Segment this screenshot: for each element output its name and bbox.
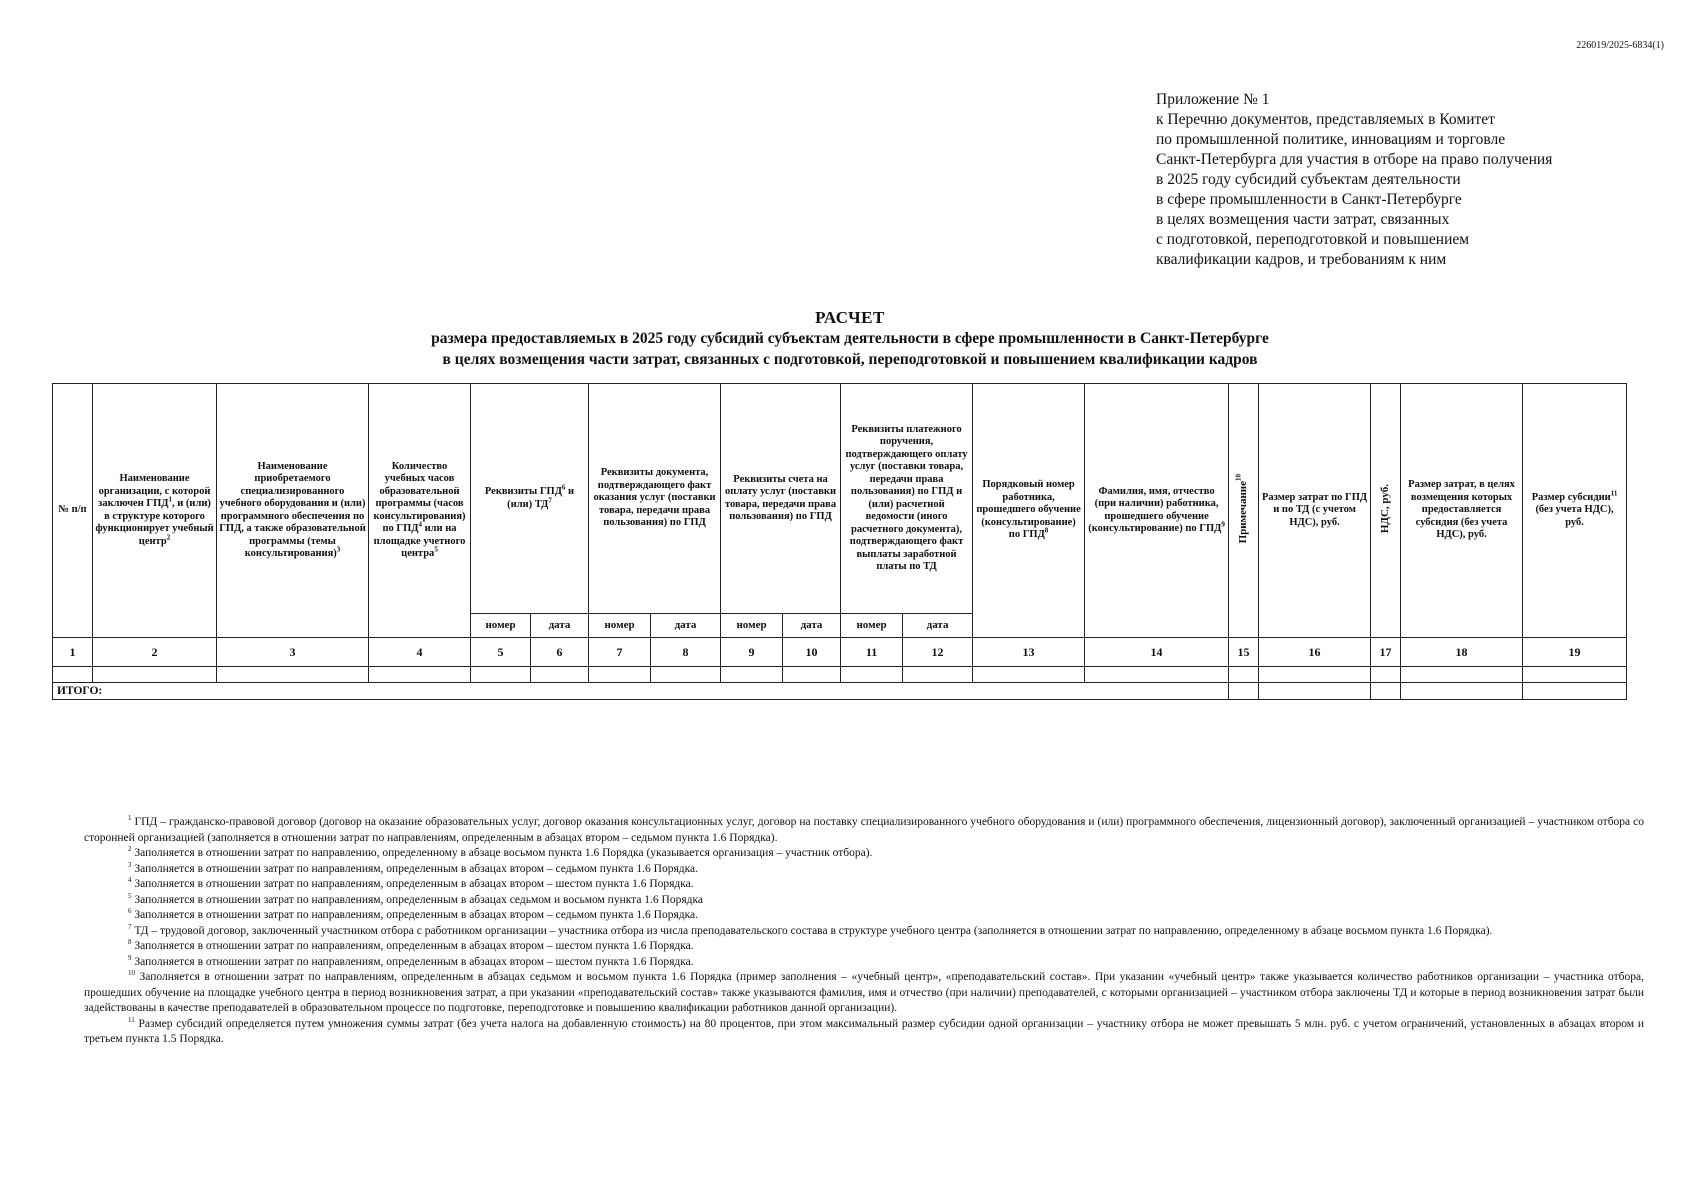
column-number: 4 (369, 638, 471, 667)
column-number: 14 (1085, 638, 1229, 667)
total-cell[interactable] (1229, 683, 1259, 700)
subheader-nomer: номер (841, 614, 903, 638)
table-cell[interactable] (903, 667, 973, 683)
table-header-row (53, 384, 1627, 614)
table-row-empty (53, 667, 1627, 683)
column-number: 3 (217, 638, 369, 667)
table-cell[interactable] (783, 667, 841, 683)
title-subtitle-line-1: размера предоставляемых в 2025 году субсидий субъектам деятельности в сфере промышленности в Санкт-Петербурге (431, 330, 1269, 347)
column-number: 2 (93, 638, 217, 667)
subheader-data: дата (903, 614, 973, 638)
column-number: 10 (783, 638, 841, 667)
subheader-nomer: номер (721, 614, 783, 638)
table-total-row (53, 683, 1627, 700)
table-cell[interactable] (369, 667, 471, 683)
column-number: 16 (1259, 638, 1371, 667)
footnote: $^{11}$ Размер субсидий определяется путем умножения суммы затрат (без учета налога на добавленную стоимость) на 80 процентов, при этом максимальный размер субсидии одной организации – участнику отбора не может превышать 5 млн. руб. с учетом ограничений, установленных в абзацах втором и третьем пункта 1.5 Порядка. (84, 1015, 1644, 1045)
column-number: 17 (1371, 638, 1401, 667)
total-cell[interactable] (1371, 683, 1401, 700)
table-cell[interactable] (1085, 667, 1229, 683)
header-col-14: Фамилия, имя, отчество (при наличии) работника, прошедшего обучение (консультирование) по ГПД$^9$ (1085, 384, 1229, 638)
appendix-line: по промышленной политике, инновациям и торговле (1156, 131, 1506, 148)
document-title (0, 308, 1700, 370)
appendix-line: Санкт-Петербурга для участия в отборе на право получения (1156, 151, 1553, 168)
header-col-15: Примечание$^{10}$ (1229, 384, 1259, 638)
table-cell[interactable] (1229, 667, 1259, 683)
header-col-9-10: Реквизиты счета на оплату услуг (поставки товара, передачи права пользования) по ГПД (721, 384, 841, 614)
calculation-table (52, 383, 1627, 700)
header-col-4: Количество учебных часов образовательной программы (часов консультирования) по ГПД$^4$ или на площадке учетного центра$^5$ (369, 384, 471, 638)
column-number: 11 (841, 638, 903, 667)
column-number: 9 (721, 638, 783, 667)
table-cell[interactable] (217, 667, 369, 683)
table-cell[interactable] (1259, 667, 1371, 683)
header-col-17: НДС, руб. (1371, 384, 1401, 638)
column-number: 5 (471, 638, 531, 667)
appendix-line: в целях возмещения части затрат, связанных (1156, 211, 1450, 228)
subheader-data: дата (783, 614, 841, 638)
table-cell[interactable] (93, 667, 217, 683)
subheader-data: дата (531, 614, 589, 638)
header-col-16: Размер затрат по ГПД и по ТД (с учетом НДС), руб. (1259, 384, 1371, 638)
column-number: 15 (1229, 638, 1259, 667)
header-col-13: Порядковый номер работника, прошедшего обучение (консультирование) по ГПД$^8$ (973, 384, 1085, 638)
column-number: 6 (531, 638, 589, 667)
document-number: 226019/2025-6834(1) (1576, 40, 1664, 51)
column-number: 19 (1523, 638, 1627, 667)
appendix-line: в 2025 году субсидий субъектам деятельности (1156, 171, 1461, 188)
appendix-line: с подготовкой, переподготовкой и повышением (1156, 231, 1470, 248)
appendix-header (1156, 90, 1676, 270)
table-cell[interactable] (589, 667, 651, 683)
header-col-3: Наименование приобретаемого специализированного учебного оборудования и (или) программного обеспечения по ГПД, а также образовательной программы (темы консультирования)$^3$ (217, 384, 369, 638)
appendix-line: Приложение № 1 (1156, 91, 1270, 108)
footnote: $^9$ Заполняется в отношении затрат по направлениям, определенным в абзацах втором – шестом пункта 1.6 Порядка. (128, 953, 694, 968)
footnote: $^7$ ТД – трудовой договор, заключенный участником отбора с работником организации – участника отбора из числа преподавательского состава в структуре учебного центра (заполняется в отношении затрат по направлению, определенному в абзаце восьмом пункта 1.6 Порядка). (128, 922, 1493, 937)
column-number-row (53, 638, 1627, 667)
table-cell[interactable] (1401, 667, 1523, 683)
appendix-line: к Перечню документов, представляемых в Комитет (1156, 111, 1495, 128)
table-cell[interactable] (973, 667, 1085, 683)
footnote: $^5$ Заполняется в отношении затрат по направлениям, определенным в абзацах седьмом и восьмом пункта 1.6 Порядка (128, 891, 704, 906)
header-col-19: Размер субсидии$^{11}$ (без учета НДС), руб. (1523, 384, 1627, 638)
header-col-1: № п/п (53, 384, 93, 638)
subheader-nomer: номер (471, 614, 531, 638)
table-cell[interactable] (471, 667, 531, 683)
table-cell[interactable] (721, 667, 783, 683)
table-cell[interactable] (1523, 667, 1627, 683)
table-cell[interactable] (531, 667, 589, 683)
footnotes (84, 815, 1644, 1048)
header-col-7-8: Реквизиты документа, подтверждающего факт оказания услуг (поставки товара, передачи права пользования) по ГПД (589, 384, 721, 614)
appendix-line: квалификации кадров, и требованиям к ним (1156, 251, 1447, 268)
header-col-11-12: Реквизиты платежного поручения, подтверждающего оплату услуг (поставки товара, передачи права пользования) по ГПД и (или) расчетной ведомости (иного расчетного документа), подтверждающего факт выплаты заработной платы по ТД (841, 384, 973, 614)
total-cell[interactable] (1401, 683, 1523, 700)
total-label: ИТОГО: (53, 683, 1229, 700)
appendix-line: в сфере промышленности в Санкт-Петербурге (1156, 191, 1462, 208)
footnote: $^{10}$ Заполняется в отношении затрат по направлениям, определенным в абзацах седьмом и восьмом пункта 1.6 Порядка (пример заполнения – «учебный центр», «преподавательский состав». При указании «учебный центр» также указывается количество работников организации – участника отбора, прошедших обучение на площадке учебного центра в период возникновения затрат, а при указании «преподавательский состав» также указываются фамилия, имя и отчество (при наличии) преподавателей, с которыми организацией – участником отбора заключены ТД и которые в период возникновения затрат были задействованы в качестве преподавателей в образовательном процессе по подготовке, переподготовке и повышению квалификации работников данной организации). (84, 969, 1644, 1014)
footnote: $^4$ Заполняется в отношении затрат по направлениям, определенным в абзацах втором – шестом пункта 1.6 Порядка. (128, 876, 694, 890)
footnote: $^1$ ГПД – гражданско-правовой договор (договор на оказание образовательных услуг, договор оказания консультационных услуг, договор на поставку специализированного учебного оборудования и (или) программного обеспечения, лицензионный договор), заключенный организацией – участником отбора со сторонней организацией (заполняется в отношении затрат по направлениям, определенным в абзацах втором – седьмом пункта 1.6 Порядка). (84, 814, 1644, 844)
title-main: РАСЧЕТ (815, 308, 885, 327)
column-number: 18 (1401, 638, 1523, 667)
header-col-18: Размер затрат, в целях возмещения которых предоставляется субсидия (без учета НДС), руб. (1401, 384, 1523, 638)
header-col-2: Наименование организации, с которой заключен ГПД$^1$, и (или) в структуре которого функционирует учебный центр$^2$ (93, 384, 217, 638)
table-cell[interactable] (53, 667, 93, 683)
footnote: $^8$ Заполняется в отношении затрат по направлениям, определенным в абзацах втором – шестом пункта 1.6 Порядка. (128, 938, 694, 952)
column-number: 12 (903, 638, 973, 667)
column-number: 13 (973, 638, 1085, 667)
subheader-nomer: номер (589, 614, 651, 638)
subheader-data: дата (651, 614, 721, 638)
footnote: $^6$ Заполняется в отношении затрат по направлениям, определенным в абзацах втором – седьмом пункта 1.6 Порядка. (128, 907, 698, 921)
footnote: $^3$ Заполняется в отношении затрат по направлениям, определенным в абзацах втором – седьмом пункта 1.6 Порядка. (128, 860, 698, 875)
title-subtitle-line-2: в целях возмещения части затрат, связанных с подготовкой, переподготовкой и повышением квалификации кадров (442, 351, 1258, 368)
total-cell[interactable] (1523, 683, 1627, 700)
footnote: $^2$ Заполняется в отношении затрат по направлению, определенному в абзаце восьмом пункта 1.6 Порядка (указывается организация – участник отбора). (128, 845, 873, 859)
table-cell[interactable] (1371, 667, 1401, 683)
table-cell[interactable] (651, 667, 721, 683)
column-number: 8 (651, 638, 721, 667)
column-number: 7 (589, 638, 651, 667)
header-col-5-6: Реквизиты ГПД$^6$ и (или) $ТД^7$ (471, 384, 589, 614)
total-cell[interactable] (1259, 683, 1371, 700)
table-cell[interactable] (841, 667, 903, 683)
column-number: 1 (53, 638, 93, 667)
